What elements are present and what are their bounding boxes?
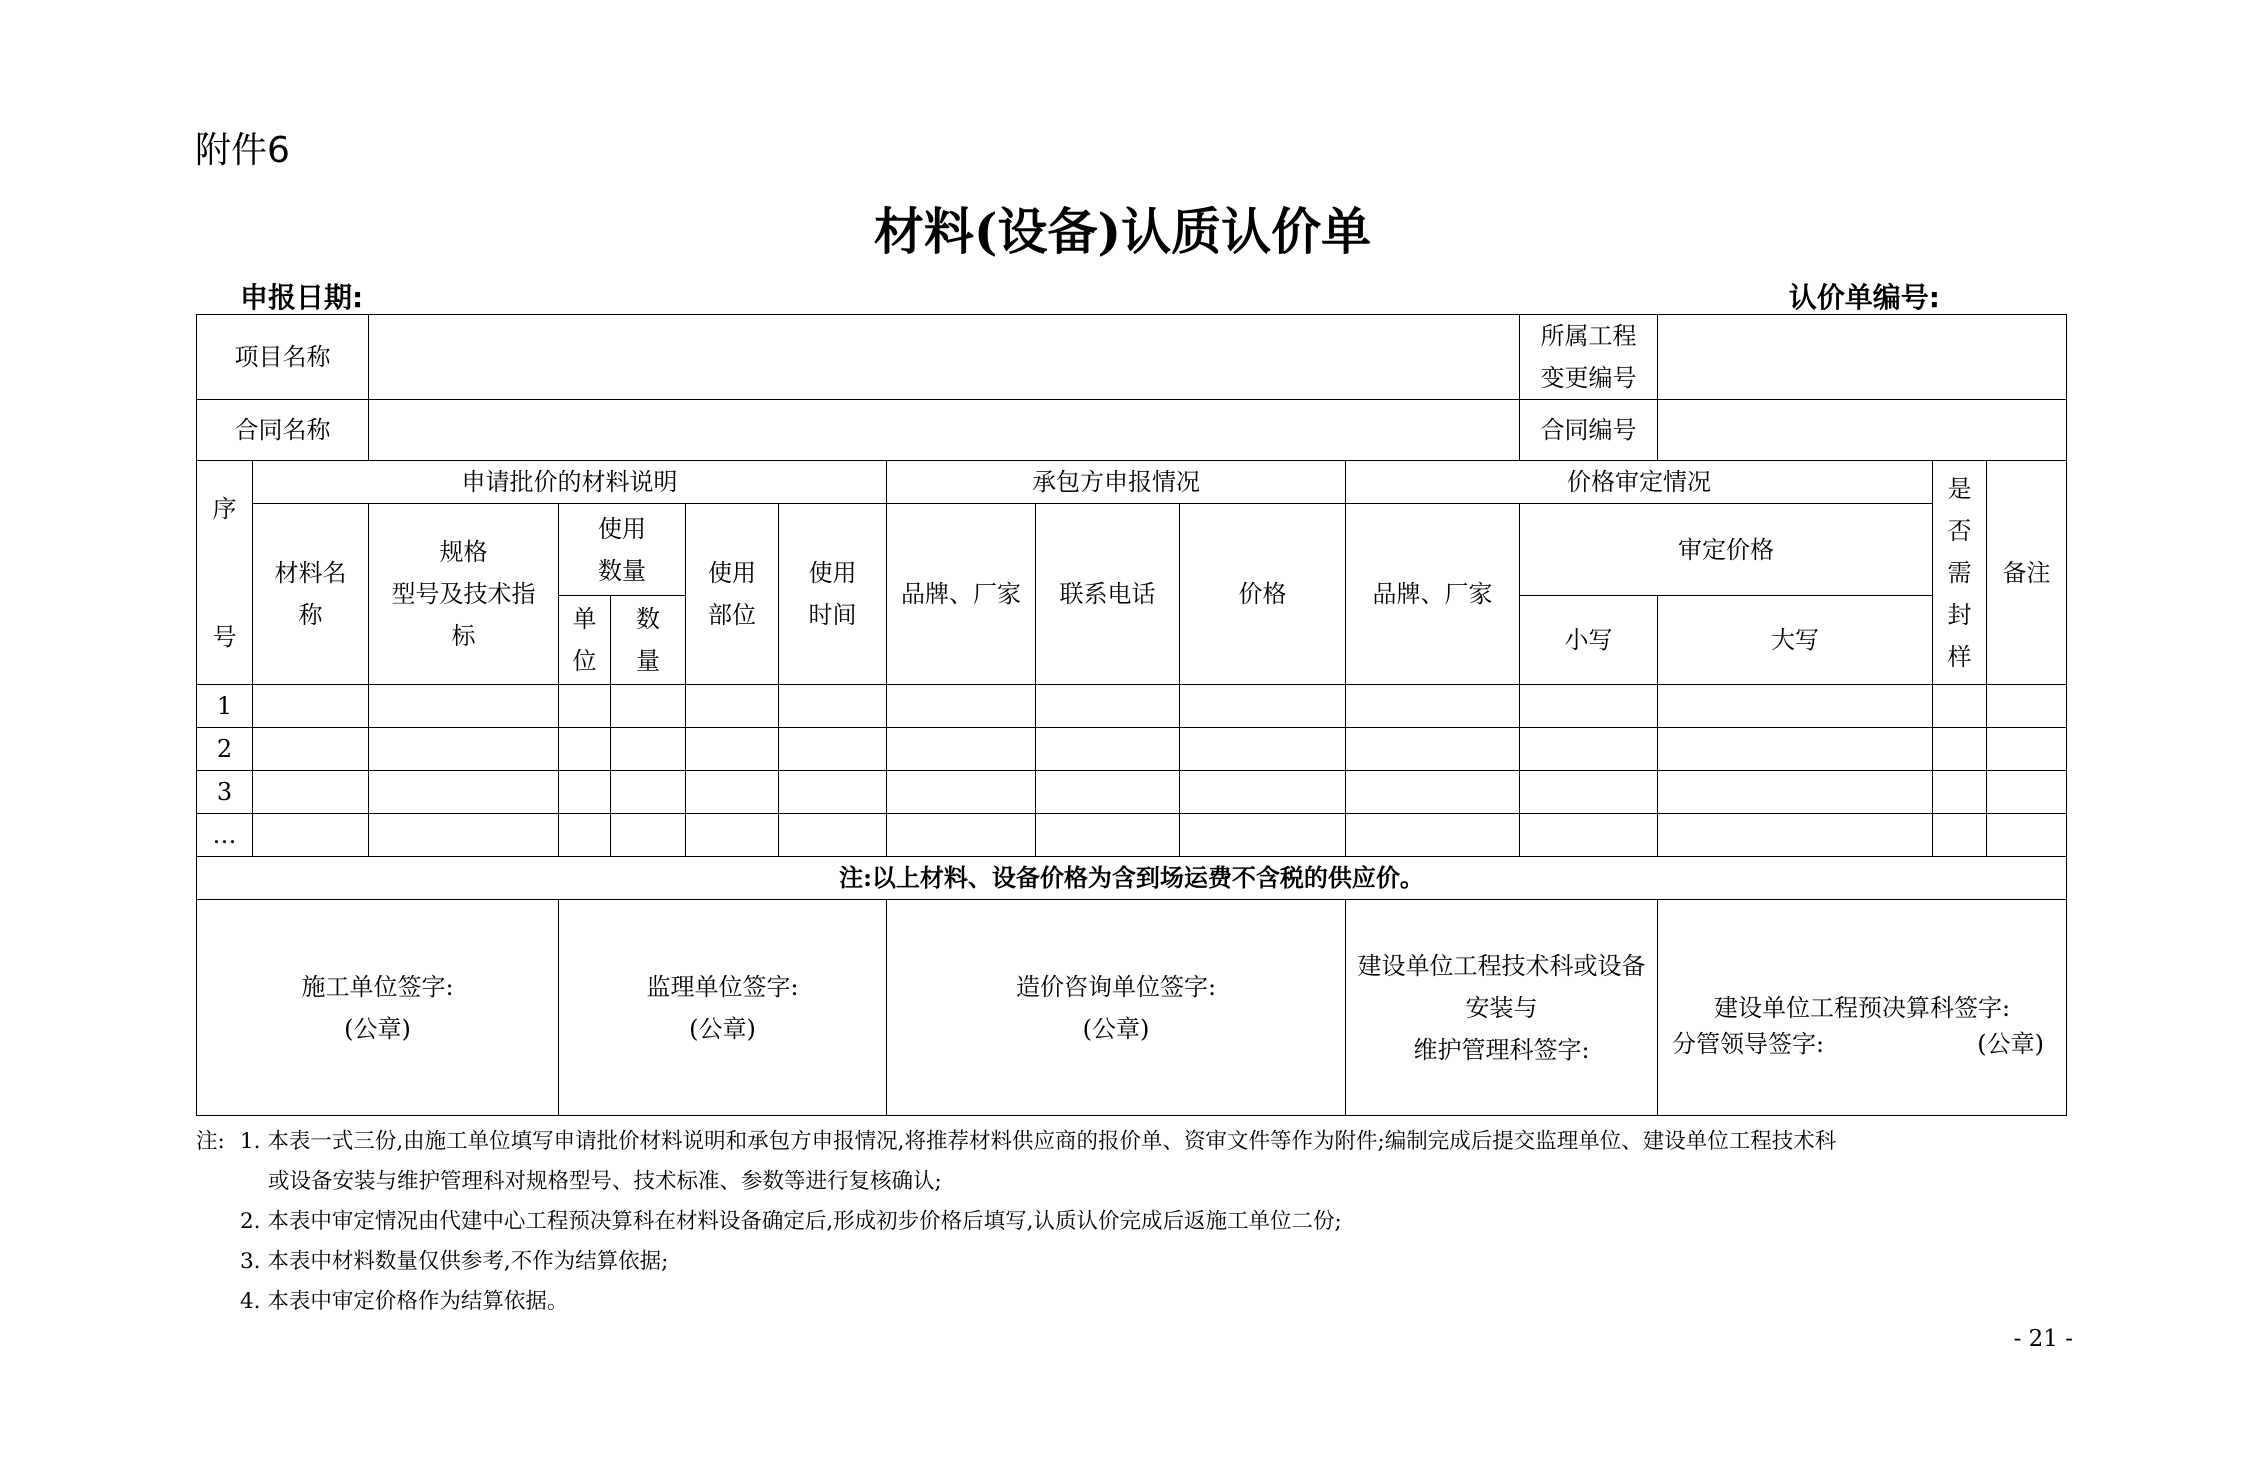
seq-header: 序 号 (197, 461, 253, 685)
owner-budget-signature[interactable]: 建设单位工程预决算科签字: 分管领导签字: (公章) (1658, 900, 2067, 1116)
cell[interactable] (1346, 771, 1520, 814)
cell[interactable] (686, 814, 779, 857)
table-row (197, 685, 2067, 728)
table-row (197, 814, 2067, 857)
row-number: 3 (197, 771, 253, 814)
cell[interactable] (611, 771, 686, 814)
project-name-label: 项目名称 (197, 315, 369, 400)
price-number-label: 认价单编号: (1788, 281, 1940, 314)
change-number-field[interactable] (1658, 315, 2067, 400)
cell[interactable] (1933, 728, 1987, 771)
header-row-1 (197, 461, 2067, 504)
cell[interactable] (369, 728, 559, 771)
seal-label: (公章) (344, 1014, 411, 1043)
cell[interactable] (253, 771, 369, 814)
cell[interactable] (611, 814, 686, 857)
cell[interactable] (369, 771, 559, 814)
footnote-head: 注: (196, 1129, 225, 1154)
consulting-signature[interactable]: 造价咨询单位签字: (公章) (887, 900, 1346, 1116)
cell[interactable] (1933, 685, 1987, 728)
footnote-1: 1. 本表一式三份,由施工单位填写申请批价材料说明和承包方申报情况,将推荐材料供应商的报价单、资审文件等作为附件;编制完成后提交监理单位、建设单位工程技术科 (240, 1129, 1837, 1154)
footnote-2: 2. 本表中审定情况由代建中心工程预决算科在材料设备确定后,形成初步价格后填写,认质认价完成后返施工单位二份; (240, 1209, 1342, 1234)
cell[interactable] (1036, 728, 1180, 771)
usage-part-header: 使用 部位 (686, 504, 779, 685)
document-title: 材料(设备)认质认价单 (873, 202, 1372, 261)
footnote-4: 4. 本表中审定价格作为结算依据。 (240, 1289, 569, 1314)
cell[interactable] (887, 728, 1036, 771)
contract-number-label: 合同编号 (1520, 400, 1658, 461)
cell[interactable] (1658, 685, 1933, 728)
brand-maker-header: 品牌、厂家 (887, 504, 1036, 685)
unit-header: 单 位 (559, 596, 611, 685)
remarks-header: 备注 (1987, 461, 2067, 685)
cell[interactable] (369, 814, 559, 857)
supervision-signature[interactable]: 监理单位签字: (公章) (559, 900, 887, 1116)
cell[interactable] (1520, 771, 1658, 814)
price-note-row (197, 857, 2067, 900)
material-description-header: 申请批价的材料说明 (253, 461, 887, 504)
price-approval-form (196, 314, 2067, 1116)
spec-header: 规格 型号及技术指 标 (369, 504, 559, 685)
footnotes (196, 1122, 2072, 1322)
cell[interactable] (779, 728, 887, 771)
table-row (197, 771, 2067, 814)
cell[interactable] (1933, 814, 1987, 857)
cell[interactable] (559, 685, 611, 728)
project-name-field[interactable] (369, 315, 1520, 400)
cell[interactable] (1180, 685, 1346, 728)
price-header: 价格 (1180, 504, 1346, 685)
seal-label: (公章) (1977, 1030, 2045, 1058)
seal-label: (公章) (689, 1014, 756, 1043)
lowercase-header: 小写 (1520, 596, 1658, 685)
sealed-sample-header: 是 否 需 封 样 (1933, 461, 1987, 685)
cell[interactable] (1520, 685, 1658, 728)
cell[interactable] (1987, 685, 2067, 728)
contract-name-label: 合同名称 (197, 400, 369, 461)
cell[interactable] (686, 771, 779, 814)
cell[interactable] (1658, 728, 1933, 771)
price-note: 注:以上材料、设备价格为含到场运费不含税的供应价。 (197, 857, 2067, 900)
cell[interactable] (1987, 728, 2067, 771)
cell[interactable] (369, 685, 559, 728)
cell[interactable] (1658, 814, 1933, 857)
cell[interactable] (1180, 771, 1346, 814)
cell[interactable] (1346, 814, 1520, 857)
quantity-header: 数 量 (611, 596, 686, 685)
cell[interactable] (1987, 771, 2067, 814)
table-row (197, 728, 2067, 771)
contract-number-field[interactable] (1658, 400, 2067, 461)
cell[interactable] (611, 728, 686, 771)
contract-name-field[interactable] (369, 400, 1520, 461)
row-number: 1 (197, 685, 253, 728)
cell[interactable] (1346, 685, 1520, 728)
cell[interactable] (1987, 814, 2067, 857)
approved-price-header: 审定价格 (1520, 504, 1933, 596)
cell[interactable] (887, 814, 1036, 857)
construction-signature[interactable]: 施工单位签字: (公章) (197, 900, 559, 1116)
attachment-label: 附件6 (195, 130, 290, 171)
cell[interactable] (253, 814, 369, 857)
cell[interactable] (887, 685, 1036, 728)
apply-date-label: 申报日期: (240, 281, 364, 314)
cell[interactable] (887, 771, 1036, 814)
cell[interactable] (779, 771, 887, 814)
cell[interactable] (1036, 771, 1180, 814)
owner-tech-signature[interactable]: 建设单位工程技术科或设备安装与 维护管理科签字: (1346, 900, 1658, 1116)
cell[interactable] (1346, 728, 1520, 771)
cell[interactable] (686, 728, 779, 771)
price-review-header: 价格审定情况 (1346, 461, 1933, 504)
usage-quantity-header: 使用 数量 (559, 504, 686, 596)
cell[interactable] (1036, 814, 1180, 857)
cell[interactable] (1180, 814, 1346, 857)
project-row (197, 315, 2067, 400)
contract-row (197, 400, 2067, 461)
cell[interactable] (779, 814, 887, 857)
cell[interactable] (559, 728, 611, 771)
leader-signature-label: 分管领导签字: (1672, 1030, 1825, 1058)
footnote-3: 3. 本表中材料数量仅供参考,不作为结算依据; (240, 1249, 669, 1274)
footnote-1-continued: 或设备安装与维护管理科对规格型号、技术标准、参数等进行复核确认; (268, 1169, 942, 1194)
header-row-2 (197, 504, 2067, 596)
cell[interactable] (1036, 685, 1180, 728)
cell[interactable] (559, 814, 611, 857)
cell[interactable] (1658, 771, 1933, 814)
cell[interactable] (253, 685, 369, 728)
row-number: 2 (197, 728, 253, 771)
cell[interactable] (779, 685, 887, 728)
cell[interactable] (559, 771, 611, 814)
cell[interactable] (1520, 728, 1658, 771)
seal-label: (公章) (1082, 1014, 1150, 1043)
usage-time-header: 使用 时间 (779, 504, 887, 685)
contractor-declaration-header: 承包方申报情况 (887, 461, 1346, 504)
page-number: - 21 - (2013, 1326, 2073, 1352)
cell[interactable] (1520, 814, 1658, 857)
cell[interactable] (686, 685, 779, 728)
signature-row (197, 900, 2067, 1116)
uppercase-header: 大写 (1658, 596, 1933, 685)
cell[interactable] (611, 685, 686, 728)
row-number: … (197, 814, 253, 857)
review-brand-maker-header: 品牌、厂家 (1346, 504, 1520, 685)
material-name-header: 材料名 称 (253, 504, 369, 685)
change-number-label: 所属工程 变更编号 (1520, 315, 1658, 400)
cell[interactable] (1180, 728, 1346, 771)
cell[interactable] (1933, 771, 1987, 814)
phone-header: 联系电话 (1036, 504, 1180, 685)
cell[interactable] (253, 728, 369, 771)
